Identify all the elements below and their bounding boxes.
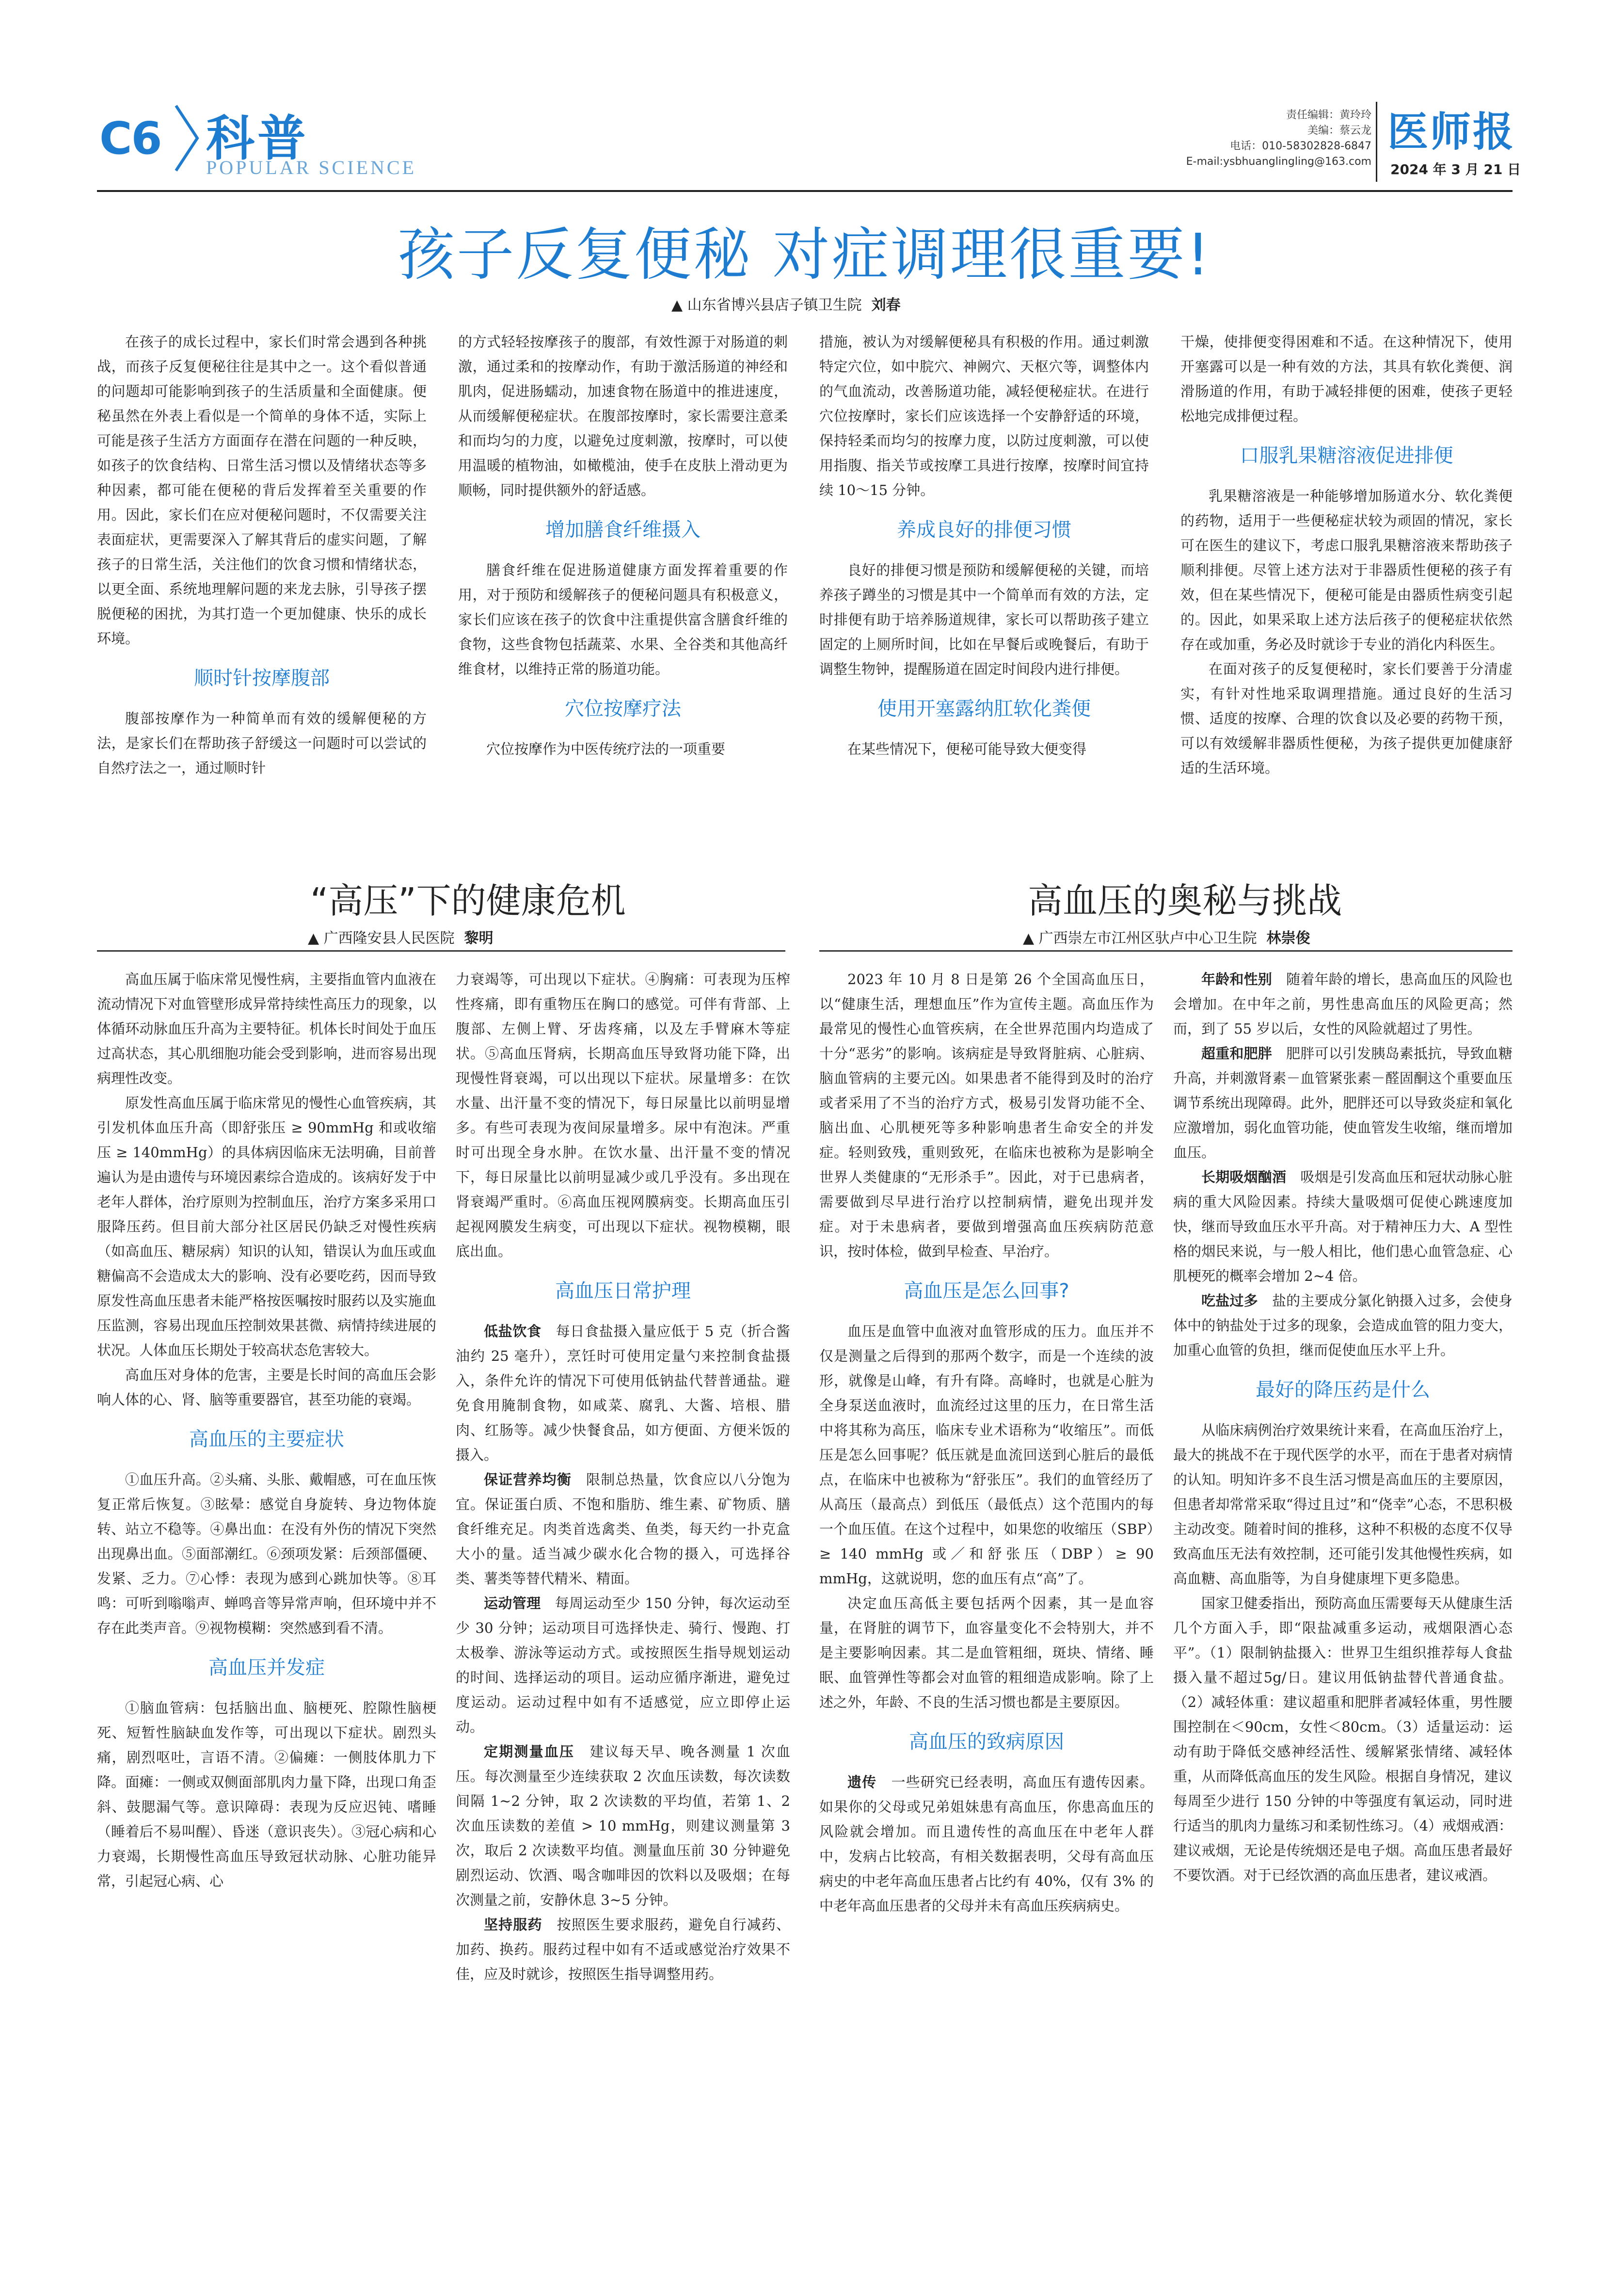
subheading-massage: 顺时针按摩腹部 — [194, 667, 330, 689]
article3-byline-org: ▲ 广西崇左市江州区驮卢中心卫生院 — [1023, 930, 1257, 947]
lead-label: 定期测量血压 — [484, 1743, 575, 1760]
designer-credit: 美编：蔡云龙 — [1307, 125, 1371, 137]
subheading-lactulose: 口服乳果糖溶液促进排便 — [1240, 445, 1453, 467]
lead-label: 长期吸烟酗酒 — [1201, 1169, 1287, 1185]
paragraph: 干燥，使排便变得困难和不适。在这种情况下，使用开塞露可以是一种有效的方法，其具有软化粪便、润滑肠道的作用，有助于减轻排便的困难，使孩子更轻松地完成排便过程。 — [1180, 334, 1513, 424]
paragraph-text: 盐的主要成分氯化钠摄入过多，会使身体中的钠盐处于过多的现象，会造成血管的阻力变大，加重心血管的负担，继而促使血压水平上升。 — [1173, 1292, 1513, 1358]
article1-title: 孩子反复便秘 对症调理很重要! — [398, 221, 1211, 288]
paragraph: 高血压对身体的危害，主要是长时间的高血压会影响人体的心、肾、脑等重要器官，甚至功能的衰竭。 — [97, 1367, 436, 1408]
paragraph-text: 每日食盐摄入量应低于 5 克（折合酱油约 25 毫升），烹饪时可使用定量勺来控制食盐摄入，条件允许的情况下可使用低钠盐代替普通盐。避免食用腌制食物，如咸菜、腐乳、大酱、培根、腊肉、红肠等。减少快餐食品，如方便面、方便米饭的摄入。 — [456, 1323, 790, 1463]
paragraph-text: 一些研究已经表明，高血压有遗传因素。如果你的父母或兄弟姐妹患有高血压，你患高血压的风险就会增加。而且遗传性的高血压在中老年人群中，发病占比较高，有相关数据表明，父母有高血压病史的中老年高血压患者占比约有 40%，仅有 3% 的中老年高血压患者的父母并未有高血压疾病病史。 — [819, 1774, 1154, 1914]
paragraph: ①血压升高。②头痛、头胀、戴帽感，可在血压恢复正常后恢复。③眩晕：感觉自身旋转、身边物体旋转、站立不稳等。④鼻出血：在没有外伤的情况下突然出现鼻出血。⑤面部潮红。⑥颈项发紧：后颈部僵硬、发紧、乏力。⑦心悸：表现为感到心跳加快等。⑧耳鸣：可听到嗡嗡声、蝉鸣音等异常声响，但环境中并不存在此类声音。⑨视物模糊：突然感到看不清。 — [97, 1471, 436, 1636]
article1-byline — [671, 293, 901, 314]
lead-label: 低盐饮食 — [484, 1323, 542, 1339]
paragraph-text: 按照医生要求服药，避免自行减药、加药、换药。服药过程中如有不适或感觉治疗效果不佳，应及时就诊，按照医生指导调整用药。 — [456, 1916, 790, 1982]
editor-credit: 责任编辑：黄玲玲 — [1286, 109, 1371, 121]
paragraph: 2023 年 10 月 8 日是第 26 个全国高血压日，以“健康生活，理想血压”作为宣传主题。高血压作为最常见的慢性心血管疾病，在全世界范围内均造成了十分“恶劣”的影响。该病症是导致肾脏病、心脏病、脑血管病的主要元凶。如果患者不能得到及时的治疗或者采用了不当的治疗方式，极易引发肾功能不全、脑出血、心肌梗死等多种影响患者生命安全的并发症。轻则致残，重则致死，在临床也被称为是影响全世界人类健康的“无形杀手”。因此，对于已患病者，需要做到尽早进行治疗以控制病情，避免出现并发症。对于未患病者，要做到增强高血压疾病防范意识，按时体检，做到早检查、早治疗。 — [819, 971, 1154, 1260]
paragraph-text: 随着年龄的增长，患高血压的风险也会增加。在中年之前，男性患高血压的风险更高；然而，到了 55 岁以后，女性的风险就超过了男性。 — [1173, 971, 1513, 1037]
paragraph — [1173, 967, 1513, 1041]
paragraph-text: 肥胖可以引发胰岛素抵抗，导致血糖升高，并刺激肾素－血管紧张素－醛固酮这个重要血压调节系统出现障碍。此外，肥胖还可以导致炎症和氧化应激增加，弱化血管功能，使血管发生收缩，继而增加血压。 — [1173, 1045, 1513, 1161]
subheading-what: 高血压是怎么回事? — [904, 1280, 1069, 1302]
lead-label: 运动管理 — [484, 1595, 541, 1611]
paragraph — [456, 1913, 790, 1987]
paragraph: 穴位按摩作为中医传统疗法的一项重要 — [486, 741, 726, 757]
paragraph: ①脑血管病：包括脑出血、脑梗死、腔隙性脑梗死、短暂性脑缺血发作等，可出现以下症状。剧烈头痛，剧烈呕吐，言语不清。②偏瘫：一侧肢体肌力下降。面瘫：一侧或双侧面部肌肉力量下降，出现口角歪斜、鼓腮漏气等。意识障碍：表现为反应迟钝、嗜睡（睡着后不易叫醒）、昏迷（意识丧失）。③冠心病和心力衰竭，长期慢性高血压导致冠状动脉、心脏功能异常，引起冠心病、心 — [97, 1700, 436, 1889]
subheading-complications: 高血压并发症 — [208, 1657, 325, 1679]
subheading-symptoms: 高血压的主要症状 — [189, 1428, 344, 1451]
article1-column-2 — [458, 330, 788, 762]
subheading-best-medicine: 最好的降压药是什么 — [1256, 1379, 1430, 1401]
subheading-care: 高血压日常护理 — [555, 1280, 691, 1302]
article1-column-4 — [1180, 330, 1513, 781]
lead-label: 保证营养均衡 — [484, 1471, 572, 1488]
lead-label: 年龄和性别 — [1201, 971, 1272, 988]
article1-column-3 — [819, 330, 1149, 762]
paragraph: 血压是血管中血液对血管形成的压力。血压并不仅是测量之后得到的那两个数字，而是一个连续的波形，就像是山峰，有升有降。高峰时，也就是心脏为全身泵送血液时，血流经过这里的压力，在日常生活中将其称为高压，临床专业术语称为“收缩压”。而低压是怎么回事呢？低压就是血流回送到心脏后的最低点，在临床中也被称为“舒张压”。我们的血管经历了从高压（最高点）到低压（最低点）这个范围内的每一个血压值。在这个过程中，如果您的收缩压（SBP）≥ 140 mmHg 或／和舒张压（DBP）≥ 90 mmHg，这就说明，您的血压有点“高”了。 — [819, 1323, 1154, 1587]
paragraph: 在面对孩子的反复便秘时，家长们要善于分清虚实，有针对性地采取调理措施。通过良好的生活习惯、适度的按摩、合理的饮食以及必要的药物干预，可以有效缓解非器质性便秘，为孩子提供更加健康舒适的生活环境。 — [1180, 661, 1513, 776]
subheading-fiber: 增加膳食纤维摄入 — [545, 519, 701, 541]
paragraph: 腹部按摩作为一种简单而有效的缓解便秘的方法，是家长们在帮助孩子舒缓这一问题时可以尝试的自然疗法之一，通过顺时针 — [97, 710, 427, 776]
header-rule — [97, 190, 1513, 192]
subheading-glycerin: 使用开塞露纳肛软化粪便 — [877, 698, 1091, 720]
paragraph — [456, 1739, 790, 1913]
paragraph: 在某些情况下，便秘可能导致大便变得 — [847, 741, 1087, 757]
article3-column-1 — [819, 967, 1154, 1918]
lead-label: 超重和肥胖 — [1201, 1045, 1272, 1062]
paragraph — [456, 1319, 790, 1467]
article2-byline-author: 黎明 — [464, 930, 494, 947]
article2-column-2 — [456, 967, 790, 1987]
paragraph-text: 建议每天早、晚各测量 1 次血压。每次测量至少连续获取 2 次血压读数，每次读数间隔 1~2 分钟，取 2 次读数的平均值，若第 1、2 次血压读数的差值 > 10 mmHg，则建议测量第 3 次，取后 2 次读数平均值。测量血压前 30 分钟避免剧烈运动、饮酒、喝含咖啡因的饮料以及吸烟；在每次测量之前，安静休息 3~5 分钟。 — [456, 1743, 790, 1908]
paragraph-text: 每周运动至少 150 分钟，每次运动至少 30 分钟；运动项目可选择快走、骑行、慢跑、打太极拳、游泳等运动方式。或按照医生指导规划运动的时间、选择运动的项目。运动应循序渐进，避免过度运动。运动过程中如有不适感觉，应立即停止运动。 — [456, 1595, 790, 1735]
paragraph — [1173, 1041, 1513, 1165]
paragraph — [1173, 1289, 1513, 1363]
masthead-divider — [1376, 102, 1377, 182]
article3-byline-author: 林崇俊 — [1266, 930, 1310, 947]
paragraph — [456, 1467, 790, 1591]
paragraph: 膳食纤维在促进肠道健康方面发挥着重要的作用，对于预防和缓解孩子的便秘问题具有积极意义，家长们应该在孩子的饮食中注重提供富含膳食纤维的食物，这些食物包括蔬菜、水果、全谷类和其他高纤维食材，以维持正常的肠道功能。 — [458, 562, 788, 677]
paragraph: 在孩子的成长过程中，家长们时常会遇到各种挑战，而孩子反复便秘往往是其中之一。这个看似普通的问题却可能影响到孩子的生活质量和全面健康。便秘虽然在外表上看似是一个简单的身体不适，实际上可能是孩子生活方方面面存在潜在问题的一种反映，如孩子的饮食结构、日常生活习惯以及情绪状态等多种因素，都可能在便秘的背后发挥着至关重要的作用。因此，家长们在应对便秘问题时，不仅需要关注表面症状，更需要深入了解其背后的虚实问题，了解孩子的日常生活，关注他们的饮食习惯和情绪状态，以更全面、系统地理解问题的来龙去脉，引导孩子摆脱便秘的困扰，为其打造一个更加健康、快乐的成长环境。 — [97, 334, 427, 647]
paragraph: 措施，被认为对缓解便秘具有积极的作用。通过刺激特定穴位，如中脘穴、神阙穴、天枢穴等，调整体内的气血流动，改善肠道功能，减轻便秘症状。在进行穴位按摩时，家长们应该选择一个安静舒适的环境，保持轻柔而均匀的按摩力度，以防过度刺激，可以使用指腹、指关节或按摩工具进行按摩，按摩时间宜持续 10～15 分钟。 — [819, 334, 1149, 498]
newspaper-logo: 医师报 — [1387, 108, 1516, 156]
lead-label: 坚持服药 — [484, 1916, 542, 1933]
page-number: C6 — [99, 112, 161, 164]
subheading-acupoint: 穴位按摩疗法 — [565, 698, 681, 720]
paragraph: 原发性高血压属于临床常见的慢性心血管疾病，其引发机体血压升高（即舒张压 ≥ 90mmHg 和或收缩压 ≥ 140mmHg）的具体病因临床无法明确，目前普遍认为是由遗传与环境因素综合造成的。该病好发于中老年人群体，治疗原则为控制血压，治疗方案多采用口服降压药。但目前大部分社区居民仍缺乏对慢性疾病（如高血压、糖尿病）知识的认知，错误认为血压或血糖偏高不会造成太大的影响、没有必要吃药，因而导致原发性高血压患者未能严格按医嘱按时服药以及实施血压监测，容易出现血压控制效果甚微、病情持续进展的状况。人体血压长期处于较高状态危害较大。 — [97, 1095, 436, 1358]
article2-byline — [308, 926, 494, 947]
lead-label: 遗传 — [847, 1774, 877, 1790]
article1-byline-org: ▲ 山东省博兴县店子镇卫生院 — [671, 297, 862, 314]
paragraph-text: 限制总热量，饮食应以八分饱为宜。保证蛋白质、不饱和脂肪、维生素、矿物质、膳食纤维充足。肉类首选禽类、鱼类，每天约一扑克盒大小的量。适当减少碳水化合物的摄入，可选择谷类、薯类等替代精米、精面。 — [456, 1471, 790, 1587]
issue-date: 2024 年 3 月 21 日 — [1390, 161, 1521, 177]
article3-rule — [819, 950, 1513, 952]
paragraph: 的方式轻轻按摩孩子的腹部，有效性源于对肠道的刺激，通过柔和的按摩动作，有助于激活肠道的神经和肌肉，促进肠蠕动，加速食物在肠道中的推进速度，从而缓解便秘症状。在腹部按摩时，家长需要注意柔和而均匀的力度，以避免过度刺激，按摩时，可以使用温暖的植物油，如橄榄油，使手在皮肤上滑动更为顺畅，同时提供额外的舒适感。 — [458, 334, 788, 498]
paragraph: 力衰竭等，可出现以下症状。④胸痛：可表现为压榨性疼痛，即有重物压在胸口的感觉。可伴有背部、上腹部、左侧上臂、牙齿疼痛，以及左手臂麻木等症状。⑤高血压肾病，长期高血压导致肾功能下降，出现慢性肾衰竭，可以出现以下症状。尿量增多：在饮水量、出汗量不变的情况下，每日尿量比以前明显增多。有些可表现为夜间尿量增多。尿中有泡沫。严重时可出现全身水肿。在饮水量、出汗量不变的情况下，每日尿量比以前明显减少或几乎没有。多出现在肾衰竭严重时。⑥高血压视网膜病变。长期高血压引起视网膜发生病变，可出现以下症状。视物模糊，眼底出血。 — [456, 971, 790, 1260]
paragraph — [819, 1770, 1154, 1918]
article2-byline-org: ▲ 广西隆安县人民医院 — [308, 930, 455, 947]
paragraph: 乳果糖溶液是一种能够增加肠道水分、软化粪便的药物，适用于一些便秘症状较为顽固的情况，家长可在医生的建议下，考虑口服乳果糖溶液来帮助孩子顺利排便。尽管上述方法对于非器质性便秘的孩子有效，但在某些情况下，便秘可能是由器质性病变引起的。因此，如果采取上述方法后孩子的便秘症状依然存在或加重，务必及时就诊于专业的消化内科医生。 — [1180, 488, 1513, 653]
paragraph: 国家卫健委指出，预防高血压需要每天从健康生活几个方面入手，即“限盐减重多运动，戒烟限酒心态平”。（1）限制钠盐摄入：世界卫生组织推荐每人食盐摄入量不超过5g/日。建议用低钠盐替代普通食盐。（2）减轻体重：建议超重和肥胖者减轻体重，男性腰围控制在＜90cm，女性＜80cm。（3）适量运动：运动有助于降低交感神经活性、缓解紧张情绪、减轻体重，从而降低高血压的发生风险。根据自身情况，建议每周至少进行 150 分钟的中等强度有氧运动，同时进行适当的肌肉力量练习和柔韧性练习。（4）戒烟戒酒：建议戒烟，无论是传统烟还是电子烟。高血压患者最好不要饮酒。对于已经饮酒的高血压患者，建议戒酒。 — [1173, 1595, 1513, 1883]
paragraph — [1173, 1165, 1513, 1289]
paragraph-text: 吸烟是引发高血压和冠状动脉心脏病的重大风险因素。持续大量吸烟可促使心跳速度加快，继而导致血压水平升高。对于精神压力大、A 型性格的烟民来说，与一般人相比，他们患心血管急症、心肌梗死的概率会增加 2~4 倍。 — [1173, 1169, 1513, 1284]
paragraph: 决定血压高低主要包括两个因素，其一是血容量，在肾脏的调节下，血容量变化不会特别大，并不是主要影响因素。其二是血管粗细，斑块、情绪、睡眠、血管弹性等都会对血管的粗细造成影响。除了上述之外，年龄、不良的生活习惯也都是主要原因。 — [819, 1595, 1154, 1710]
contact-phone: 电话：010-58302828-6847 — [1230, 140, 1371, 152]
subheading-habit: 养成良好的排便习惯 — [897, 519, 1071, 541]
editorial-info — [1032, 108, 1371, 170]
contact-email: E-mail:ysbhuanglingling@163.com — [1186, 156, 1371, 168]
chevron-right-icon — [172, 102, 201, 175]
paragraph — [456, 1591, 790, 1739]
section-subtitle: POPULAR SCIENCE — [206, 157, 416, 178]
subheading-causes: 高血压的致病原因 — [909, 1731, 1064, 1753]
article1-byline-author: 刘春 — [871, 297, 901, 314]
paragraph: 良好的排便习惯是预防和缓解便秘的关键，而培养孩子蹲坐的习惯是其中一个简单而有效的方法，定时排便有助于培养肠道规律，家长可以帮助孩子建立固定的上厕所时间，比如在早餐后或晚餐后，有助于调整生物钟，提醒肠道在固定时间段内进行排便。 — [819, 562, 1149, 677]
paragraph: 从临床病例治疗效果统计来看，在高血压治疗上，最大的挑战不在于现代医学的水平，而在于患者对病情的认知。明知许多不良生活习惯是高血压的主要原因，但患者却常常采取“得过且过”和“侥幸”心态，不思积极主动改变。随着时间的推移，这种不积极的态度不仅导致高血压无法有效控制，还可能引发其他慢性疾病，如高血糖、高血脂等，为自身健康埋下更多隐患。 — [1173, 1422, 1513, 1587]
article1-column-1 — [97, 330, 427, 781]
article3-title: 高血压的奥秘与挑战 — [1028, 880, 1342, 921]
article3-column-2 — [1173, 967, 1513, 1888]
section-title: 科普 — [206, 110, 309, 167]
article2-column-1 — [97, 967, 436, 1894]
lead-label: 吃盐过多 — [1201, 1292, 1258, 1309]
article2-title: “高压”下的健康危机 — [310, 880, 626, 921]
article3-byline — [1023, 926, 1310, 947]
article2-rule — [97, 950, 785, 952]
paragraph: 高血压属于临床常见慢性病，主要指血管内血液在流动情况下对血管壁形成异常持续性高压力的现象，以体循环动脉血压升高为主要特征。机体长时间处于血压过高状态，其心肌细胞功能会受到影响，进而容易出现病理性改变。 — [97, 971, 436, 1086]
